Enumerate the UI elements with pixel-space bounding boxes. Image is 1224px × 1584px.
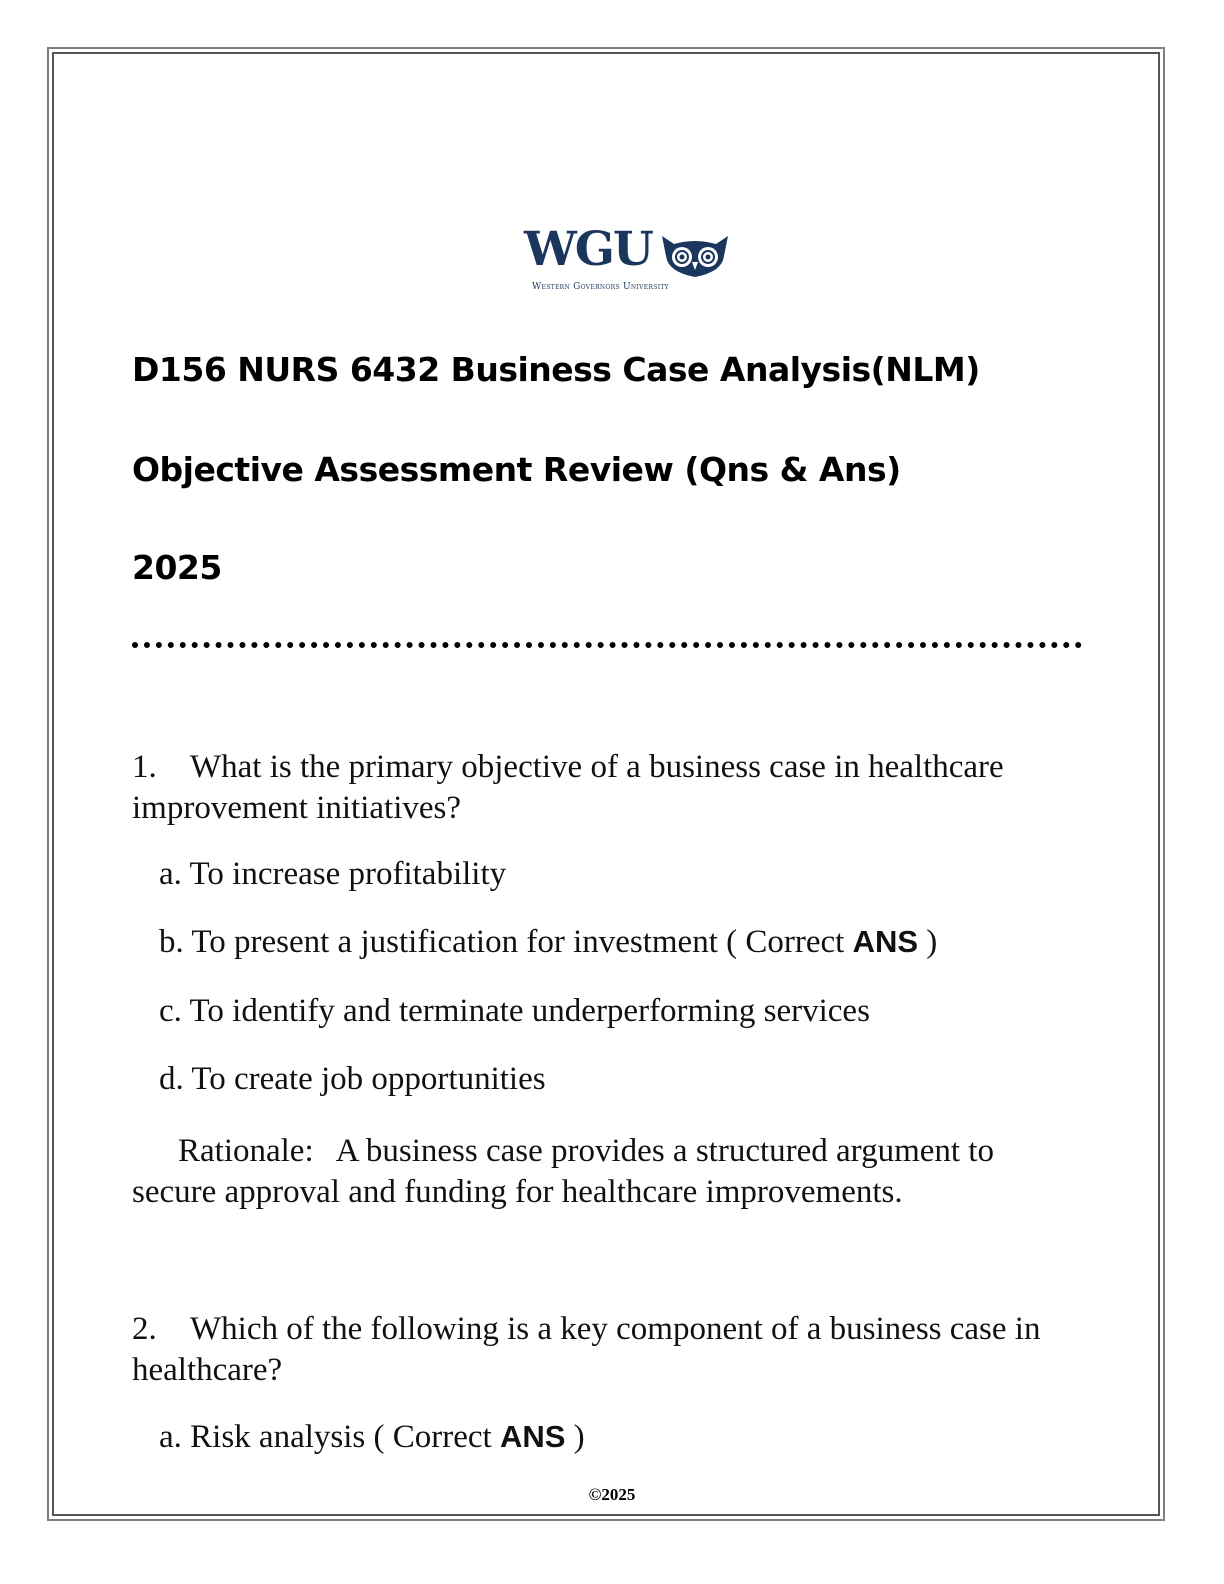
rationale-1 <box>132 1131 1082 1213</box>
logo-subtitle: Western Governors University <box>532 282 669 292</box>
question-2 <box>132 1309 1082 1391</box>
copyright-footer: ©2025 <box>588 1485 636 1504</box>
option-1d <box>159 1061 546 1098</box>
option-label: a. To increase profitability <box>159 856 507 892</box>
option-label: b. To present a justification for investment <box>159 924 718 960</box>
question-text: Which of the following is a key component of a business case in healthcare? <box>132 1311 1041 1388</box>
option-2a <box>159 1419 585 1456</box>
dotted-separator <box>132 642 1082 648</box>
correct-mark-open: ( Correct <box>726 924 845 960</box>
question-number: 1. <box>132 749 157 785</box>
correct-mark-close: ) <box>573 1419 585 1455</box>
question-1 <box>132 747 1082 829</box>
correct-answer-mark: ANS <box>499 1419 566 1454</box>
wgu-logo <box>524 222 734 296</box>
question-number: 2. <box>132 1311 157 1347</box>
option-label: a. Risk analysis <box>159 1419 366 1455</box>
option-1c <box>159 993 870 1030</box>
option-label: d. To create job opportunities <box>159 1061 546 1097</box>
correct-answer-mark: ANS <box>852 924 919 959</box>
rationale-text: A business case provides a structured argument to secure approval and funding for healthcare improvements. <box>132 1133 994 1210</box>
logo-wordmark: WGU <box>524 222 652 277</box>
document-year: 2025 <box>132 548 222 587</box>
rationale-label: Rationale: <box>178 1133 314 1169</box>
option-1a <box>159 856 506 893</box>
owl-icon <box>660 232 730 278</box>
correct-mark-close: ) <box>926 924 938 960</box>
question-text: What is the primary objective of a business case in healthcare improvement initiatives? <box>132 749 1004 826</box>
document-title: D156 NURS 6432 Business Case Analysis(NLM) <box>132 350 980 389</box>
option-label: c. To identify and terminate underperforming services <box>159 993 870 1029</box>
correct-mark-open: ( Correct <box>373 1419 492 1455</box>
document-subtitle: Objective Assessment Review (Qns & Ans) <box>132 450 901 489</box>
option-1b <box>159 924 937 961</box>
